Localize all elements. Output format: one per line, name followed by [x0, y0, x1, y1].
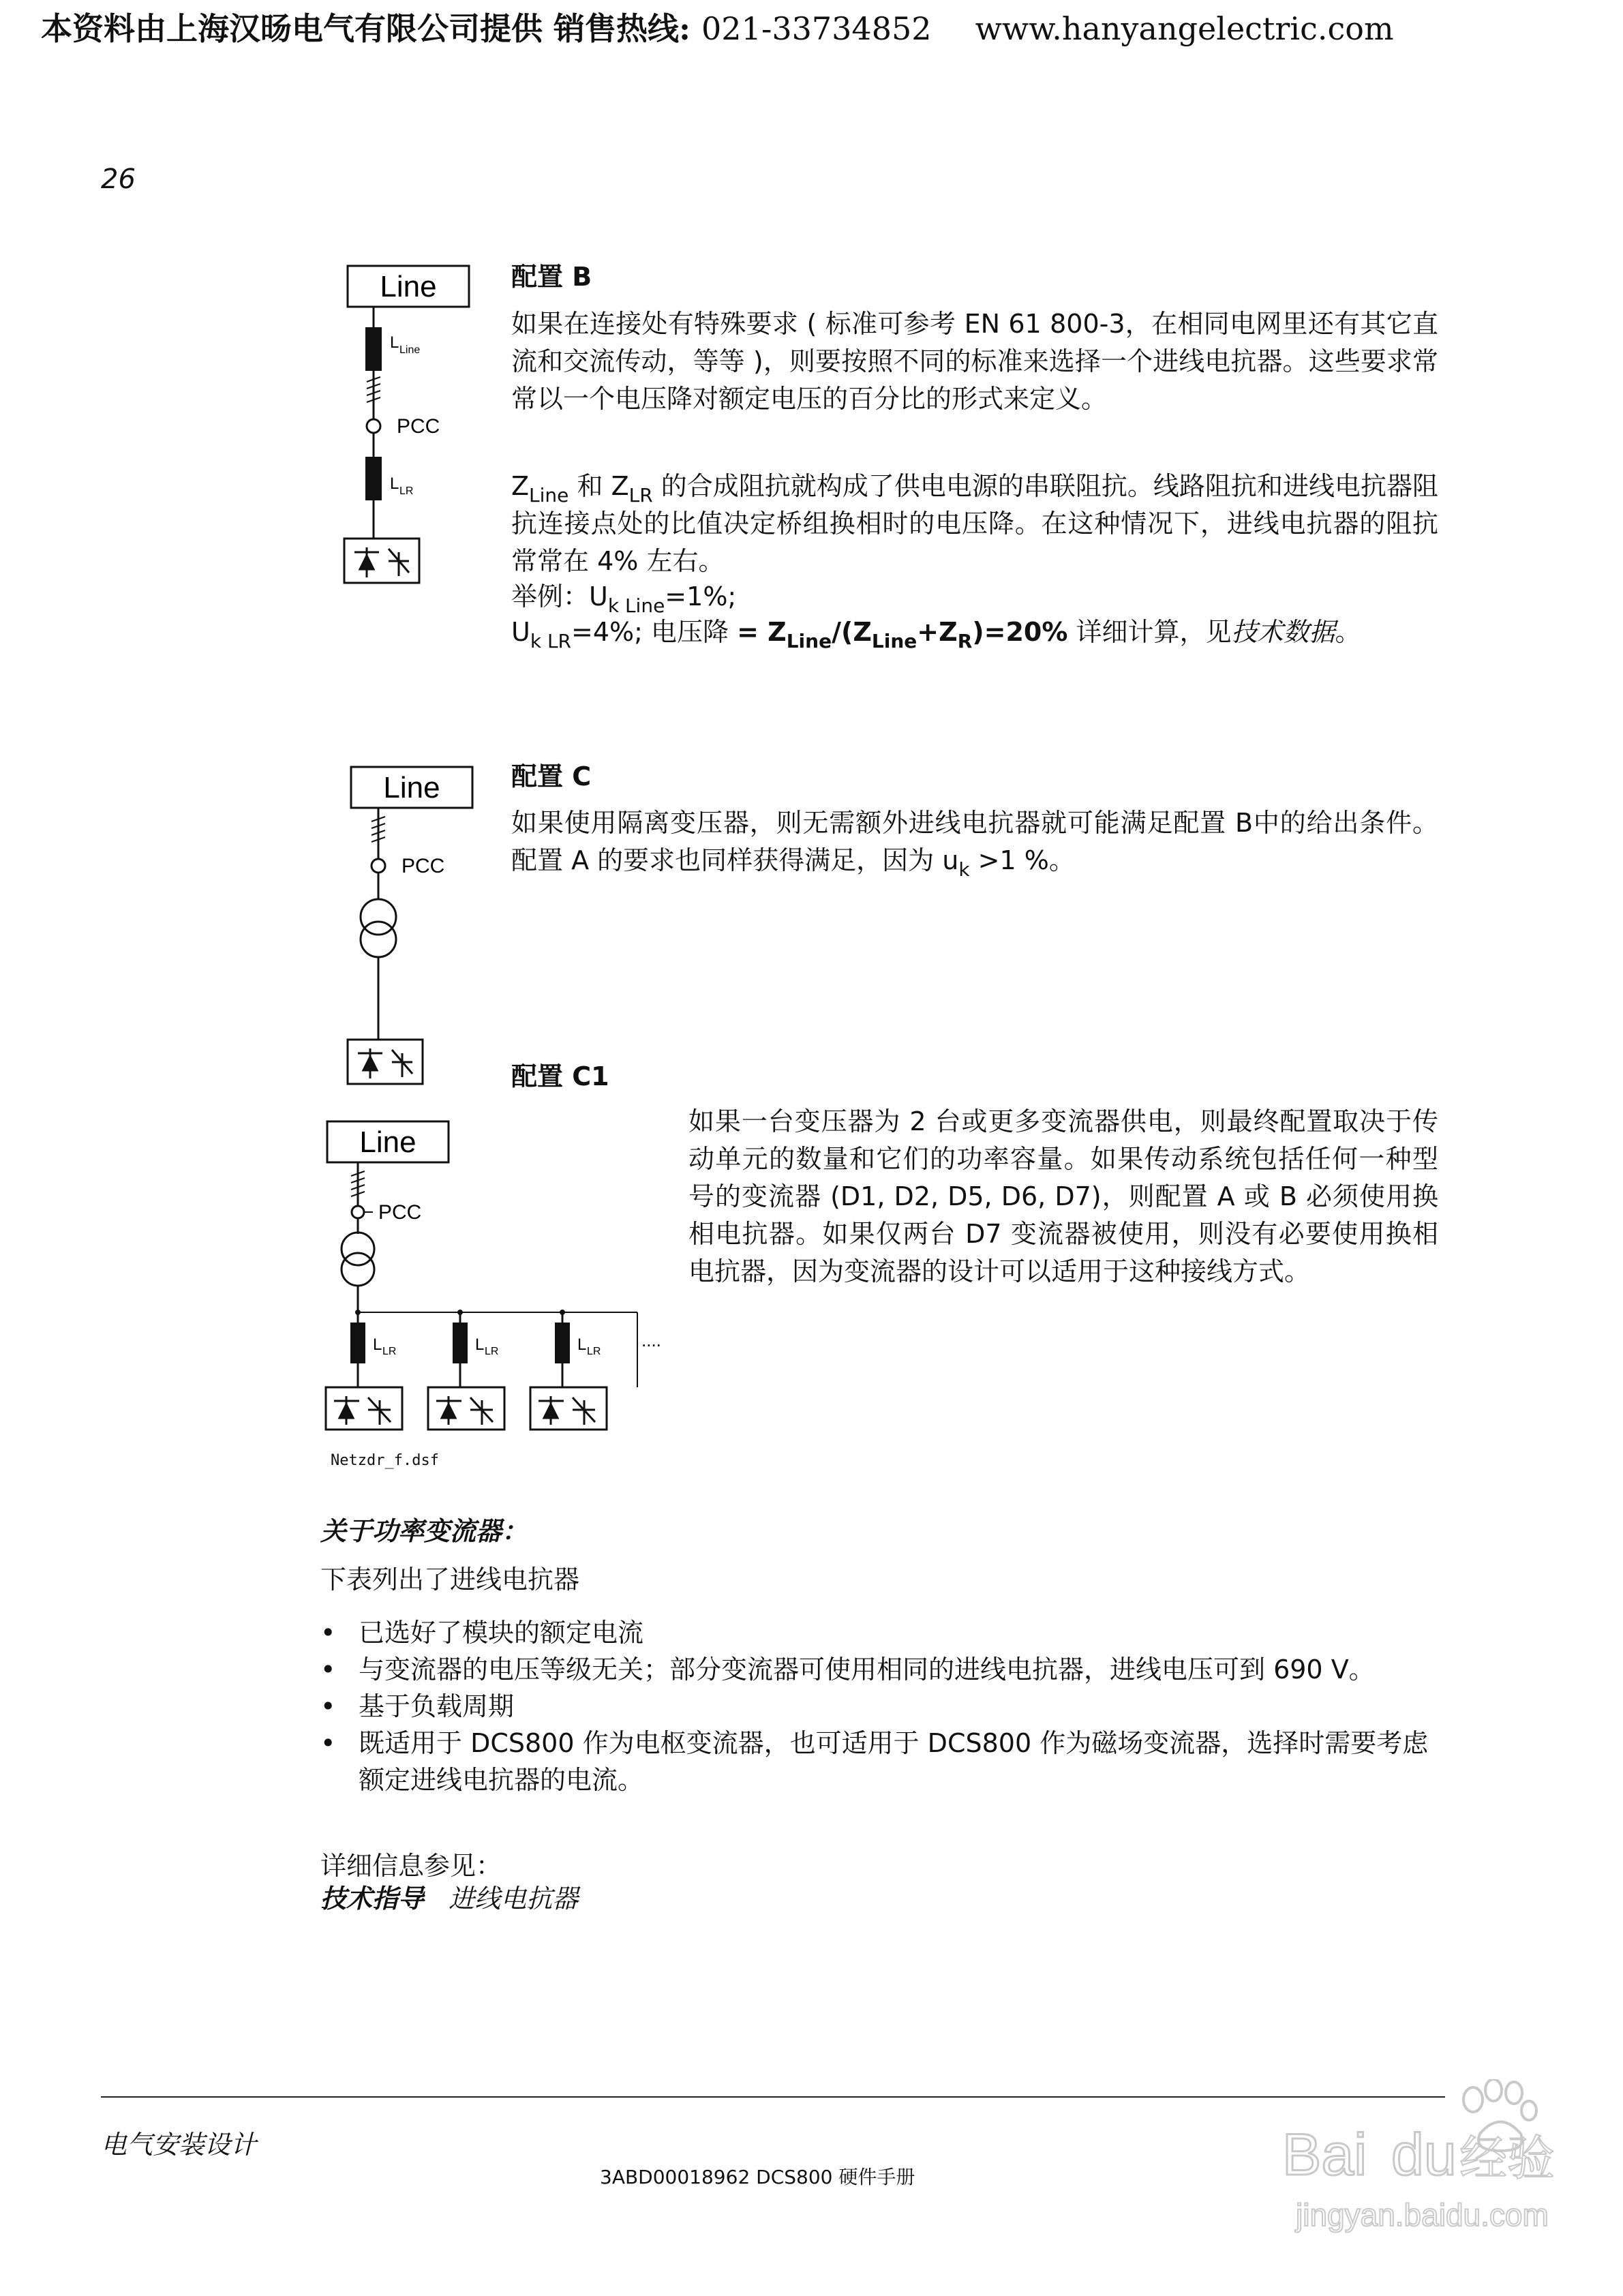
power-converter-intro: 下表列出了进线电抗器	[320, 1565, 580, 1595]
footer-divider	[101, 2096, 1445, 2098]
list-item: • 与变流器的电压等级无关；部分变流器可使用相同的进线电抗器，进线电压可到 690 V。	[320, 1651, 1442, 1688]
svg-text:LR: LR	[587, 1346, 601, 1357]
pcc-label: PCC	[378, 1201, 422, 1224]
list-item: • 既适用于 DCS800 作为电枢变流器，也可适用于 DCS800 作为磁场变流器，选择时需要考虑额定进线电抗器的电流。	[320, 1725, 1442, 1798]
transformer-secondary	[361, 922, 396, 957]
inductor-lr	[365, 457, 382, 500]
line-label: Line	[359, 1126, 416, 1159]
transformer-secondary	[342, 1253, 374, 1286]
svg-text:L: L	[577, 1335, 587, 1354]
pcc-label: PCC	[397, 415, 440, 438]
svg-text:LR: LR	[399, 485, 414, 497]
config-b-para2: $Z_{Line}$ 和 $Z_{LR}$ 的合成阻抗就构成了供电电源的串联阻抗。线路阻抗和进线电抗器阻抗连接点处的比值决定桥组换相时的电压降。在这种情况下，进线电抗器的阻抗常常在 4% 左右。	[511, 471, 1438, 576]
svg-text:L: L	[373, 1335, 382, 1354]
inductor-line	[365, 327, 382, 371]
l-lr-label: L	[390, 474, 399, 493]
power-converter-bullets	[320, 1614, 1442, 1798]
transformer-primary	[361, 899, 396, 935]
pcc-node	[352, 1206, 364, 1218]
inductor-lr-1	[350, 1323, 365, 1363]
inductor-lr-3	[555, 1323, 570, 1363]
line-label: Line	[383, 771, 440, 804]
config-b-heading: 配置 B	[511, 262, 592, 292]
svg-text:LR: LR	[485, 1346, 499, 1357]
inductor-lr-2	[453, 1323, 468, 1363]
list-item: • 已选好了模块的额定电流	[320, 1614, 1442, 1651]
footer-section-title: 电气安装设计	[101, 2130, 257, 2160]
pcc-label: PCC	[401, 855, 445, 877]
thyristor-symbol	[358, 1048, 412, 1078]
watermark-jingyan: 经验	[1459, 2130, 1555, 2186]
diagram-file-caption: Netzdr_f.dsf	[331, 1452, 439, 1469]
config-b-example: 举例：$U_{k Line}=1\%$;	[511, 581, 737, 617]
svg-text:L: L	[475, 1335, 485, 1354]
config-b-para1: 如果在连接处有特殊要求 ( 标准可参考 EN 61 800-3，在相同电网里还有其它直流和交流传动，等等 )，则要按照不同的标准来选择一个进线电抗器。这些要求常常以一个电压降对额定电压的百分比的形式来定义。	[511, 309, 1438, 414]
converter-box-3	[530, 1387, 607, 1430]
page-number: 26	[101, 164, 136, 195]
l-line-label: L	[390, 333, 399, 352]
svg-text:LR: LR	[382, 1346, 397, 1357]
watermark-url: jingyan.baidu.com	[1296, 2197, 1549, 2233]
baidu-watermark	[1275, 2079, 1562, 2284]
tech-data-link[interactable]: 技术数据	[1231, 617, 1335, 647]
transformer-primary	[342, 1233, 374, 1265]
list-item: • 基于负载周期	[320, 1688, 1442, 1725]
svg-text:Line: Line	[399, 344, 421, 356]
thyristor-symbol	[354, 547, 409, 577]
config-c1-para: 如果一台变压器为 2 台或更多变流器供电，则最终配置取决于传动单元的数量和它们的功率容量。如果传动系统包括任何一种型号的变流器 (D1, D2, D5, D6, D7)，则配置 A 或 B 必须使用换相电抗器。如果仅两台 D7 变流器被使用，则没有必要使用换相电抗器，因为变流器的设计可以适用于这种接线方式。	[688, 1106, 1438, 1286]
watermark-brand2: du	[1391, 2122, 1457, 2188]
pcc-node	[371, 859, 385, 873]
diagram-config-c	[344, 764, 494, 1091]
footer-doc-id: 3ABD00018962 DCS800 硬件手册	[600, 2166, 915, 2188]
watermark-brand: Bai	[1282, 2122, 1367, 2188]
config-b-formula: $U_{k LR}=4\%$; 电压降 = $Z_{Line}/(Z_{Line}+Z_R)=20\%$ 详细计算，见技术数据。	[511, 617, 1361, 652]
pcc-node	[367, 419, 380, 433]
banner-url[interactable]: www.hanyangelectric.com	[975, 10, 1394, 47]
converter-box-2	[428, 1387, 504, 1430]
header-banner	[41, 4, 1394, 49]
config-c1-heading: 配置 C1	[511, 1061, 609, 1091]
converter-box-1	[326, 1387, 402, 1430]
more-info-label: 详细信息参见：	[320, 1851, 502, 1881]
line-label: Line	[380, 270, 437, 303]
more-info-reference[interactable]: 技术指导 进线电抗器	[320, 1884, 579, 1914]
diagram-config-c1	[324, 1118, 678, 1445]
power-converter-heading: 关于功率变流器：	[320, 1516, 528, 1546]
more-branches: ....	[641, 1330, 661, 1350]
banner-company: 本资料由上海汉旸电气有限公司提供 销售热线:	[41, 10, 691, 47]
banner-phone: 021-33734852	[701, 10, 932, 47]
config-c-heading: 配置 C	[511, 761, 592, 791]
diagram-config-b	[341, 262, 491, 590]
config-c-para: 如果使用隔离变压器，则无需额外进线电抗器就可能满足配置 B中的给出条件。配置 A 的要求也同样获得满足，因为 $u_k >1$ %。	[511, 808, 1438, 881]
